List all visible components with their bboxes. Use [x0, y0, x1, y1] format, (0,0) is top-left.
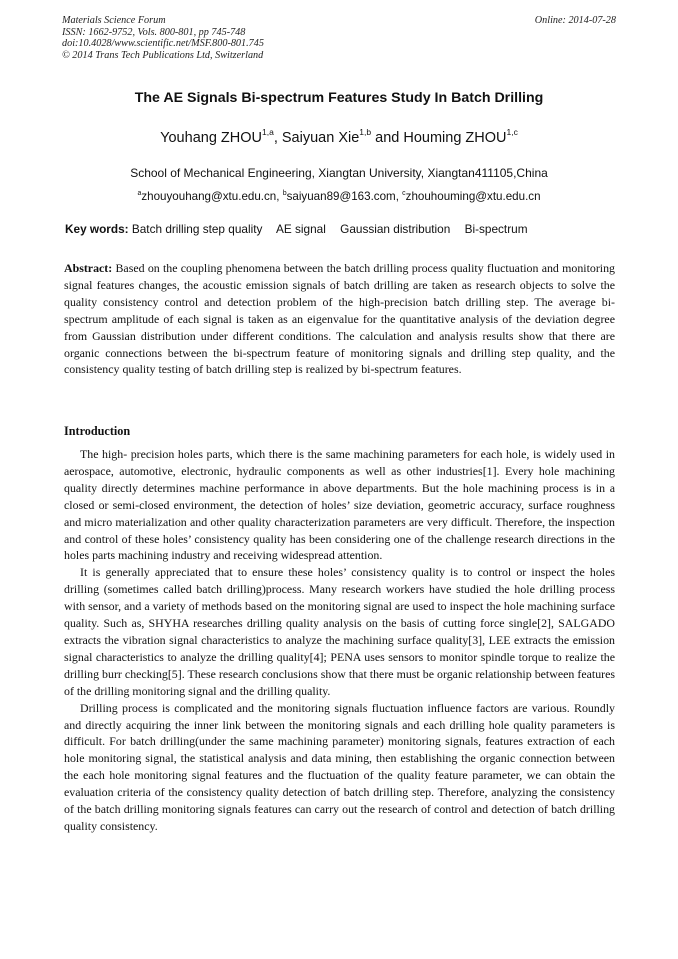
keyword: Batch drilling step quality: [131, 222, 263, 236]
paper-title: The AE Signals Bi-spectrum Features Study In Batch Drilling: [134, 90, 544, 106]
keyword: AE signal: [276, 222, 326, 236]
issn-line: ISSN: 1662-9752, Vols. 800-801, pp 745-748: [62, 26, 246, 38]
abstract: [64, 260, 615, 378]
email-address[interactable]: zhouhouming@xtu.edu.cn: [405, 190, 541, 203]
keyword: Bi-spectrum: [464, 222, 528, 236]
email-mark: b: [282, 190, 287, 197]
keyword: Gaussian distribution: [340, 222, 451, 236]
keywords: [65, 222, 625, 236]
paragraph: Drilling process is complicated and the monitoring signals fluctuation influence factors are various. Roundly and directly acquiring the inner link between the monitoring signals and each drilling hole quality parameters is difficult. For batch drilling(under the same machining parameter) monitoring signals, features extraction of each hole monitoring signal, the statistical analysis and data mining, then establishing the organic connection between the each hole monitoring signal features and the fluctuation of the quality feature parameter, we can obtain the evaluation criteria of the consistency quality detection of batch drilling step. Therefore, analyzing the consistency of the batch drilling monitoring signals features can carry out the research of control and detection of batch drilling quality consistency.: [64, 700, 615, 833]
email-mark: a: [137, 190, 142, 197]
author-separator: ,: [273, 130, 282, 146]
author-list: [40, 127, 638, 146]
affiliation: School of Mechanical Engineering, Xiangtan University, Xiangtan411105,China: [130, 166, 548, 180]
doi-line[interactable]: doi:10.4028/www.scientific.net/MSF.800-801.745: [62, 38, 264, 50]
introduction-body: [64, 446, 615, 835]
copyright-line: © 2014 Trans Tech Publications Ltd, Switzerland: [62, 49, 264, 61]
author-name: Saiyuan Xie: [281, 130, 360, 146]
email-address[interactable]: saiyuan89@163.com,: [286, 190, 403, 203]
author-name: Youhang ZHOU: [160, 130, 262, 146]
keywords-label: Key words:: [65, 222, 129, 236]
email-address[interactable]: zhouyouhang@xtu.edu.cn,: [141, 190, 283, 203]
section-heading: Introduction: [64, 424, 131, 438]
author-separator: and: [371, 130, 404, 146]
author-emails: [40, 190, 638, 203]
author-affil-mark: 1,b: [359, 127, 372, 137]
journal-header: [62, 15, 616, 61]
online-date: Online: 2014-07-28: [534, 15, 616, 26]
author-affil-mark: 1,a: [262, 127, 274, 137]
author-name: Houming ZHOU: [403, 130, 507, 146]
author-affil-mark: 1,c: [506, 127, 518, 137]
abstract-text: Based on the coupling phenomena between the batch drilling process quality fluctuation and monitoring signal features changes, the acoustic emission signals of batch drilling are taken as research objects to solve the quality consistency control and detection problem of the high-precision batch drilling step. The average bi-spectrum amplitude of each signal is taken as an eigenvalue for the quantitative analysis of the deviation degree from Gaussian distribution under different conditions. The calculation and analysis results show that there are organic connections between the bi-spectrum feature of monitoring signals and drilling step quality, and the consistency quality testing of batch drilling step is realized by bi-spectrum features.: [64, 261, 615, 377]
abstract-label: Abstract:: [64, 261, 113, 275]
paragraph: The high- precision holes parts, which there is the same machining parameters for each hole, is widely used in aerospace, automotive, electronic, hydraulic components as well as other industries[1]. Every hole machining quality directly determines machine performance in above departments. But the hole machining process is in a closed or semi-closed environment, the detection of holes’ size deviation, geometric accuracy, surface roughness and micro materialization and other quality characterization parameters are very difficult. Therefore, the inspection and control of these holes’ consistency quality has been considering one of the challenge research directions in the holes parts machining industry and receiving widespread attention.: [64, 447, 615, 563]
email-mark: c: [402, 190, 406, 197]
paragraph: It is generally appreciated that to ensure these holes’ consistency quality is to control or inspect the holes drilling (sometimes called batch drilling)process. Many research workers have studied the hole drilling process with sensor, and a variety of methods based on the monitoring signal are used to inspect the hole machining surface quality. Such as, SHYHA researches drilling quality analysis on the basis of cutting force single[2], SALGADO extracts the vibration signal characteristics to analyze the machining surface quality[3], LEE extracts the emission signal characteristics to analyze the drilling quality[4]; PENA uses sensors to monitor spindle torque to realize the drilling burr checking[5]. These research conclusions show that there must be organic relationship between features of the drilling monitoring signal and the drilling quality.: [64, 565, 615, 698]
journal-name: Materials Science Forum: [62, 15, 166, 26]
